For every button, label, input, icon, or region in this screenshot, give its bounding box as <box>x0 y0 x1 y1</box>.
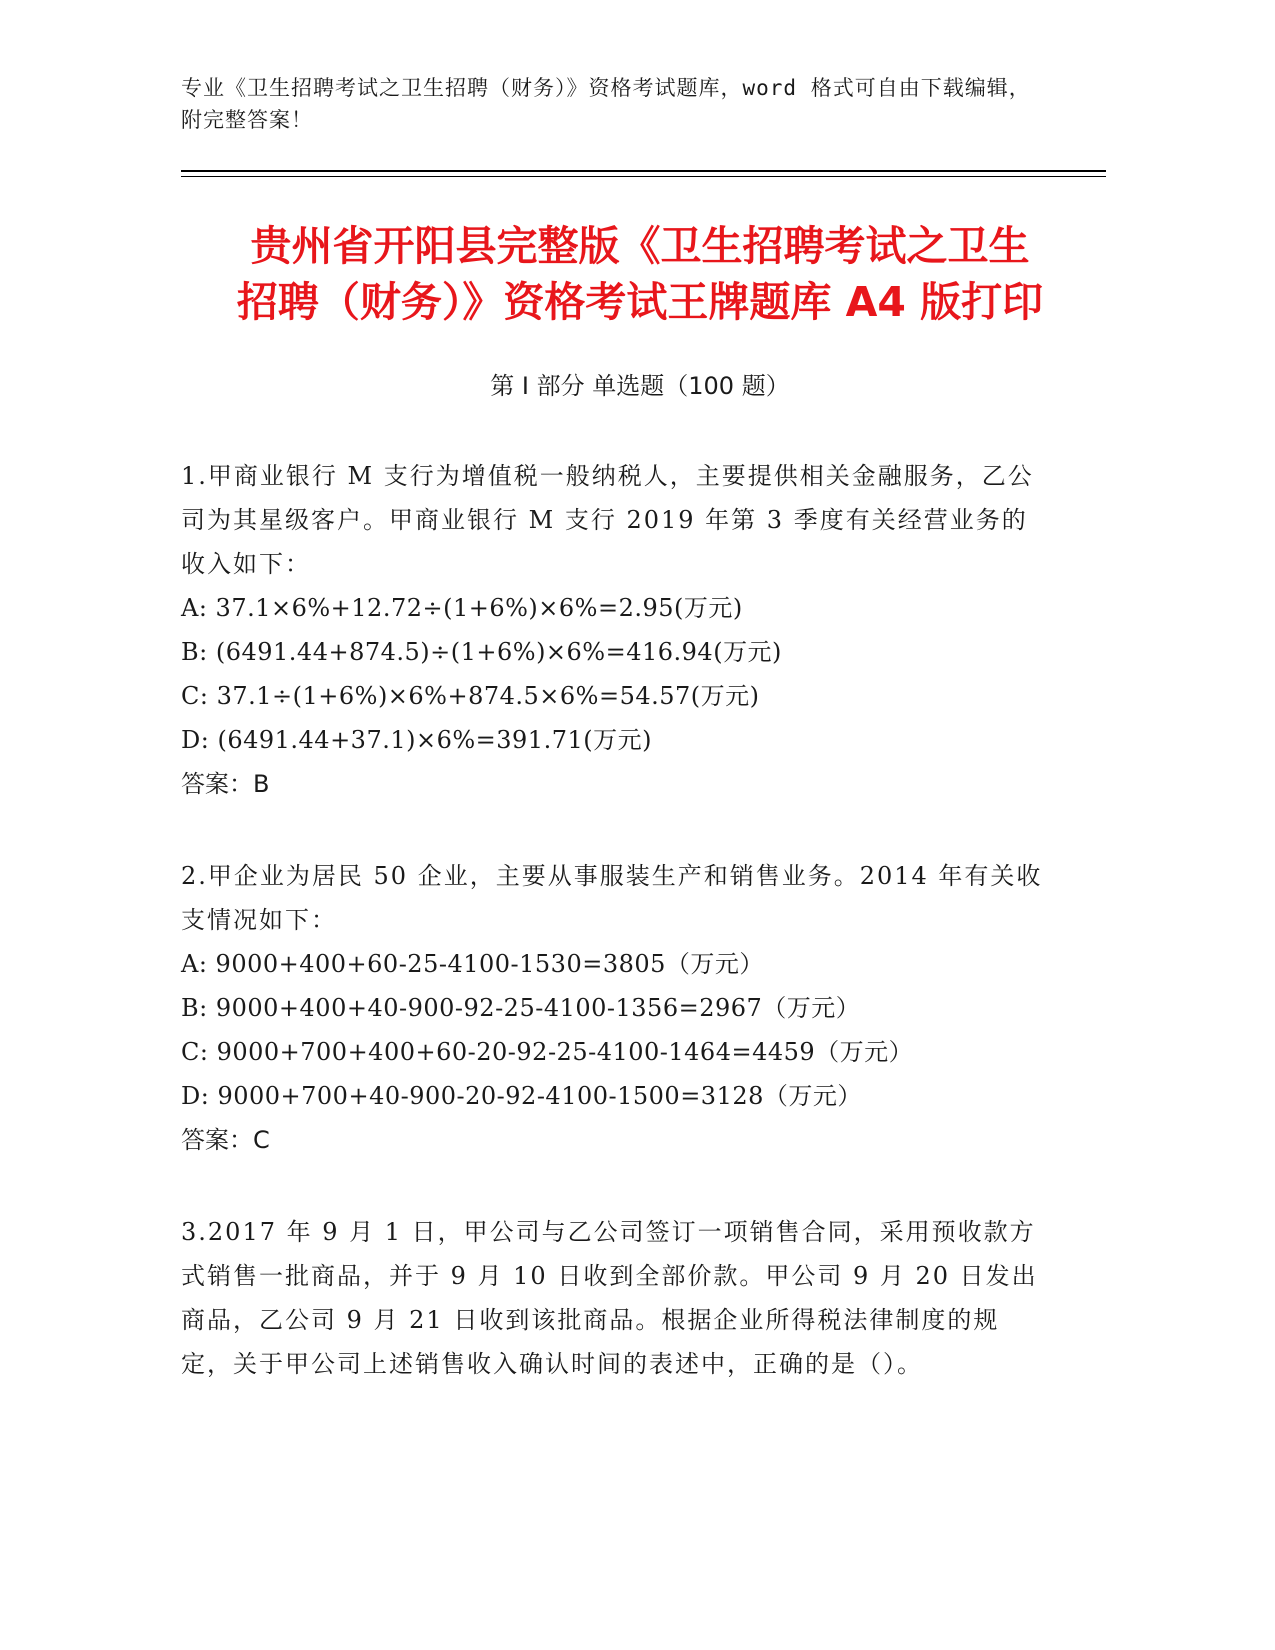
option-a: A: 9000+400+60-25-4100-1530=3805（万元） <box>181 950 764 978</box>
question-stem: 2.甲企业为居民 50 企业，主要从事服装生产和销售业务。2014 年有关收支情况如下： <box>181 862 1043 934</box>
option-d: D: 9000+700+40-900-20-92-4100-1500=3128（万元） <box>181 1082 862 1110</box>
option-a: A: 37.1×6%+12.72÷(1+6%)×6%=2.95(万元) <box>181 594 743 622</box>
header-rule-thick <box>181 170 1106 172</box>
question-2 <box>181 854 1046 1162</box>
option-b: B: (6491.44+874.5)÷(1+6%)×6%=416.94(万元) <box>181 638 782 666</box>
option-c: C: 9000+700+400+60-20-92-25-4100-1464=4459（万元） <box>181 1038 914 1066</box>
question-1 <box>181 454 1046 806</box>
question-list <box>181 454 1046 1434</box>
question-stem: 3.2017 年 9 月 1 日，甲公司与乙公司签订一项销售合同，采用预收款方式销售一批商品，并于 9 月 10 日收到全部价款。甲公司 9 月 20 日发出商品，乙公司 9 月 21 日收到该批商品。根据企业所得税法律制度的规定，关于甲公司上述销售收入确认时间的表述中，正确的是（）。 <box>181 1218 1038 1378</box>
document-title-line-2: 招聘（财务）》资格考试王牌题库 A4 版打印 <box>236 278 1044 326</box>
question-3 <box>181 1210 1046 1386</box>
option-b: B: 9000+400+40-900-92-25-4100-1356=2967（万元） <box>181 994 861 1022</box>
answer-label: 答案：C <box>181 1126 270 1154</box>
header-rule-thin <box>181 176 1106 177</box>
document-title <box>160 218 1120 330</box>
document-title-line-1: 贵州省开阳县完整版《卫生招聘考试之卫生 <box>250 222 1030 270</box>
question-stem: 1.甲商业银行 M 支行为增值税一般纳税人，主要提供相关金融服务，乙公司为其星级客户。甲商业银行 M 支行 2019 年第 3 季度有关经营业务的收入如下： <box>181 462 1034 578</box>
option-c: C: 37.1÷(1+6%)×6%+874.5×6%=54.57(万元) <box>181 682 760 710</box>
option-d: D: (6491.44+37.1)×6%=391.71(万元) <box>181 726 652 754</box>
section-title: 第 I 部分 单选题（100 题） <box>490 372 790 400</box>
header-note: 专业《卫生招聘考试之卫生招聘（财务）》资格考试题库，word 格式可自由下载编辑，附完整答案！ <box>181 76 1031 132</box>
answer-label: 答案：B <box>181 770 270 798</box>
